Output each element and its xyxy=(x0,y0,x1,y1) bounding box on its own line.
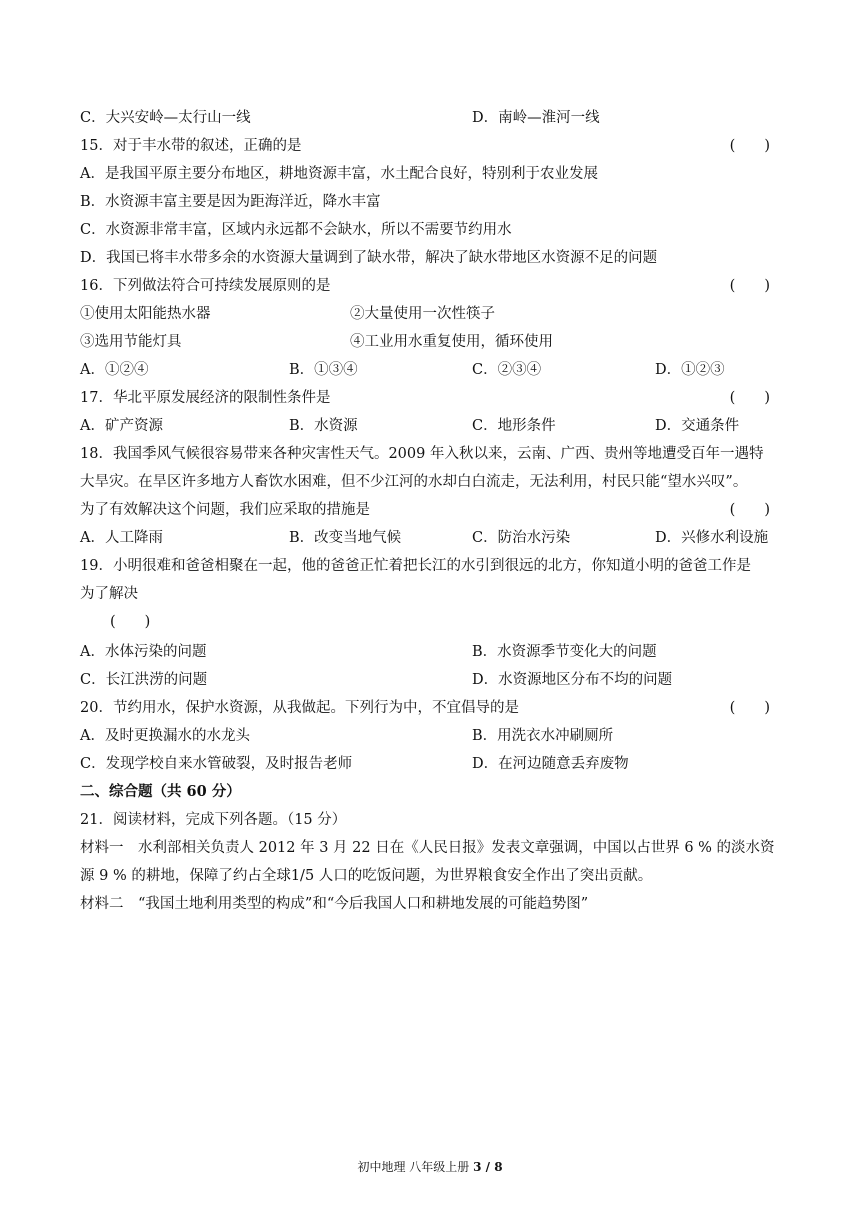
q19-option-c: C．长江洪涝的问题 xyxy=(80,672,208,688)
q15-option-b: B．水资源丰富主要是因为距海洋近，降水丰富 xyxy=(80,194,381,210)
q20-option-a: A．及时更换漏水的水龙头 xyxy=(80,728,250,744)
q20-option-c: C．发现学校自来水管破裂，及时报告老师 xyxy=(80,756,353,772)
q18-answer-blank: ( ) xyxy=(729,502,770,518)
q19-answer-row xyxy=(80,612,770,632)
q21-material-1-line1: 材料一 水利部相关负责人 2012 年 3 月 22 日在《人民日报》发表文章强调，中国以占世界 6 % 的淡水资 xyxy=(80,840,775,856)
q20-answer-blank: ( ) xyxy=(729,700,770,716)
q15-stem-text: 15．对于丰水带的叙述，正确的是 xyxy=(80,138,302,154)
section-2-heading: 二、综合题（共 60 分） xyxy=(80,783,241,800)
q19-options-cd xyxy=(80,670,770,690)
q20-option-b: B．用洗衣水冲刷厕所 xyxy=(472,728,614,744)
q19-stem-line2: 为了解决 xyxy=(80,586,138,602)
q17-option-c: C．地形条件 xyxy=(472,418,556,434)
q15-stem xyxy=(80,136,770,156)
q16-stem-text: 16．下列做法符合可持续发展原则的是 xyxy=(80,278,331,294)
q19-options-ab xyxy=(80,642,770,662)
q18-stem-line1: 18．我国季风气候很容易带来各种灾害性天气。2009 年入秋以来，云南、广西、贵州等地遭受百年一遇特 xyxy=(80,446,764,462)
q16-option-d: D．①②③ xyxy=(655,362,725,378)
q16-item-3: ③选用节能灯具 xyxy=(80,334,182,350)
q16-item-2: ②大量使用一次性筷子 xyxy=(350,306,495,322)
q19-stem-line1: 19．小明很难和爸爸相聚在一起，他的爸爸正忙着把长江的水引到很远的北方，你知道小明的爸爸工作是 xyxy=(80,558,751,574)
q17-stem-text: 17．华北平原发展经济的限制性条件是 xyxy=(80,390,331,406)
q21-stem: 21．阅读材料，完成下列各题。（15 分） xyxy=(80,812,347,828)
q19-answer-blank: ( ) xyxy=(110,614,151,630)
q16-answer-blank: ( ) xyxy=(729,278,770,294)
q17-answer-blank: ( ) xyxy=(729,390,770,406)
q16-option-b: B．①③④ xyxy=(289,362,358,378)
q16-options xyxy=(80,360,770,380)
q14-option-c: C．大兴安岭—太行山一线 xyxy=(80,110,251,126)
page-separator: / xyxy=(481,1160,495,1174)
q17-option-d: D．交通条件 xyxy=(655,418,740,434)
q15-option-a: A．是我国平原主要分布地区，耕地资源丰富，水土配合良好，特别利于农业发展 xyxy=(80,166,598,182)
q15-option-d: D．我国已将丰水带多余的水资源大量调到了缺水带，解决了缺水带地区水资源不足的问题 xyxy=(80,250,658,266)
q20-options-ab xyxy=(80,726,770,746)
q14-options-cd xyxy=(80,108,770,128)
q17-options xyxy=(80,416,770,436)
q16-stem xyxy=(80,276,770,296)
q18-option-d: D．兴修水利设施 xyxy=(655,530,769,546)
q16-item-1: ①使用太阳能热水器 xyxy=(80,306,211,322)
footer-label: 初中地理 八年级上册 xyxy=(357,1160,474,1174)
q20-options-cd xyxy=(80,754,770,774)
q20-stem xyxy=(80,698,770,718)
q16-option-c: C．②③④ xyxy=(472,362,542,378)
q16-option-a: A．①②④ xyxy=(80,362,149,378)
q19-option-d: D．水资源地区分布不均的问题 xyxy=(472,672,673,688)
q17-option-b: B．水资源 xyxy=(289,418,358,434)
q15-option-c: C．水资源非常丰富，区域内永远都不会缺水，所以不需要节约用水 xyxy=(80,222,512,238)
q18-stem-line3 xyxy=(80,500,770,520)
q18-stem-text: 为了有效解决这个问题，我们应采取的措施是 xyxy=(80,502,370,518)
q20-stem-text: 20．节约用水，保护水资源，从我做起。下列行为中，不宜倡导的是 xyxy=(80,700,519,716)
q19-option-a: A．水体污染的问题 xyxy=(80,644,207,660)
page-number: 3 xyxy=(473,1160,482,1174)
q20-option-d: D．在河边随意丢弃废物 xyxy=(472,756,629,772)
q21-material-1-line2: 源 9 % 的耕地，保障了约占全球1/5 人口的吃饭问题，为世界粮食安全作出了突出贡献。 xyxy=(80,868,653,884)
q18-options xyxy=(80,528,770,548)
q17-option-a: A．矿产资源 xyxy=(80,418,163,434)
q17-stem xyxy=(80,388,770,408)
page-total: 8 xyxy=(494,1160,503,1174)
q16-items-row1 xyxy=(80,304,770,324)
q16-items-row2 xyxy=(80,332,770,352)
q16-item-4: ④工业用水重复使用，循环使用 xyxy=(350,334,553,350)
q18-option-b: B．改变当地气候 xyxy=(289,530,402,546)
q14-option-d: D．南岭—淮河一线 xyxy=(472,110,600,126)
q19-option-b: B．水资源季节变化大的问题 xyxy=(472,644,657,660)
q18-option-a: A．人工降雨 xyxy=(80,530,163,546)
q18-stem-line2: 大旱灾。在旱区许多地方人畜饮水困难，但不少江河的水却白白流走，无法利用，村民只能“望水兴叹”。 xyxy=(80,474,748,490)
q15-answer-blank: ( ) xyxy=(729,138,770,154)
q21-material-2: 材料二 “我国土地利用类型的构成”和“今后我国人口和耕地发展的可能趋势图” xyxy=(80,896,589,912)
q18-option-c: C．防治水污染 xyxy=(472,530,571,546)
page-footer xyxy=(0,1158,860,1175)
